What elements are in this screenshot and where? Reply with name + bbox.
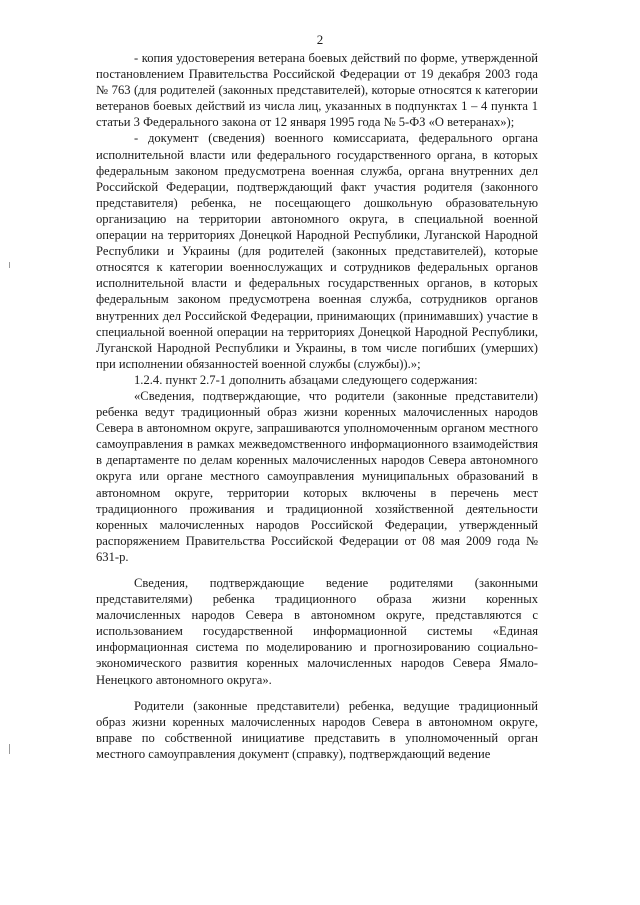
paragraph-information-system: Сведения, подтверждающие ведение родителями (законными представителями) ребенка традиционного образа жизни коренных малочисленных народов Севера в автономном округе, представляются с использованием государственной информационной системы «Единая информационная система по моделированию и прогнозированию социально-экономического развития коренных малочисленных народов Севера Ямало-Ненецкого автономного округа». [96, 576, 538, 687]
scan-margin-mark [9, 744, 10, 754]
paragraph-military-document: - документ (сведения) военного комиссариата, федерального органа исполнительной власти или федерального государственного органа, в которых федеральным законом предусмотрена военная служба, органа внутренних дел Российской Федерации, подтверждающий факт участия родителя (законного представителя) ребенка, не посещающего дошкольную образовательную организацию на территории автономного округа, в специальной военной операции на территориях Донецкой Народной Республики, Луганской Народной Республики и Украины (для родителей (законных представителей), которые относятся к категории военнослужащих и сотрудников федеральных органов исполнительной власти и федеральных государственных органов, в которых федеральным законом предусмотрена военная служба, сотрудников органов внутренних дел Российской Федерации, принимающих (принимавших) участие в специальной военной операции на территориях Донецкой Народной Республики, Луганской Народной Республики и Украины, в том числе погибших (умерших) при исполнении обязанностей военной службы (службы)).»; [96, 131, 538, 371]
paragraph-clause-1-2-4: 1.2.4. пункт 2.7-1 дополнить абзацами следующего содержания: [134, 372, 478, 387]
scan-margin-mark [9, 262, 10, 268]
paragraph-parents-initiative: Родители (законные представители) ребенка, ведущие традиционный образ жизни коренных малочисленных народов Севера в автономном округе, вправе по собственной инициативе представить в уполномоченный орган местного самоуправления документ (справку), подтверждающий ведение [96, 698, 538, 761]
paragraph-veteran-certificate: - копия удостоверения ветерана боевых действий по форме, утвержденной постановлением Правительства Российской Федерации от 19 декабря 2003 года № 763 (для родителей (законных представителей), которые относятся к категории ветеранов боевых действий из числа лиц, указанных в подпунктах 1 – 4 пункта 1 статьи 3 Федерального закона от 12 января 1995 года № 5-ФЗ «О ветеранах»); [96, 51, 538, 130]
paragraph-traditional-lifestyle-info: «Сведения, подтверждающие, что родители (законные представители) ребенка ведут традиционный образ жизни коренных малочисленных народов Севера в автономном округе, запрашиваются уполномоченным органом местного самоуправления в рамках межведомственного информационного взаимодействия в департаменте по делам коренных малочисленных народов Севера автономного округа или органе местного самоуправления муниципальных образований в автономном округе, территории которых включены в перечень мест традиционного проживания и традиционной хозяйственной деятельности коренных малочисленных народов Российской Федерации, утвержденный распоряжением Правительства Российской Федерации от 08 мая 2009 года № 631-р. [96, 388, 538, 564]
page-number: 2 [316, 32, 324, 47]
document-body [96, 50, 538, 762]
